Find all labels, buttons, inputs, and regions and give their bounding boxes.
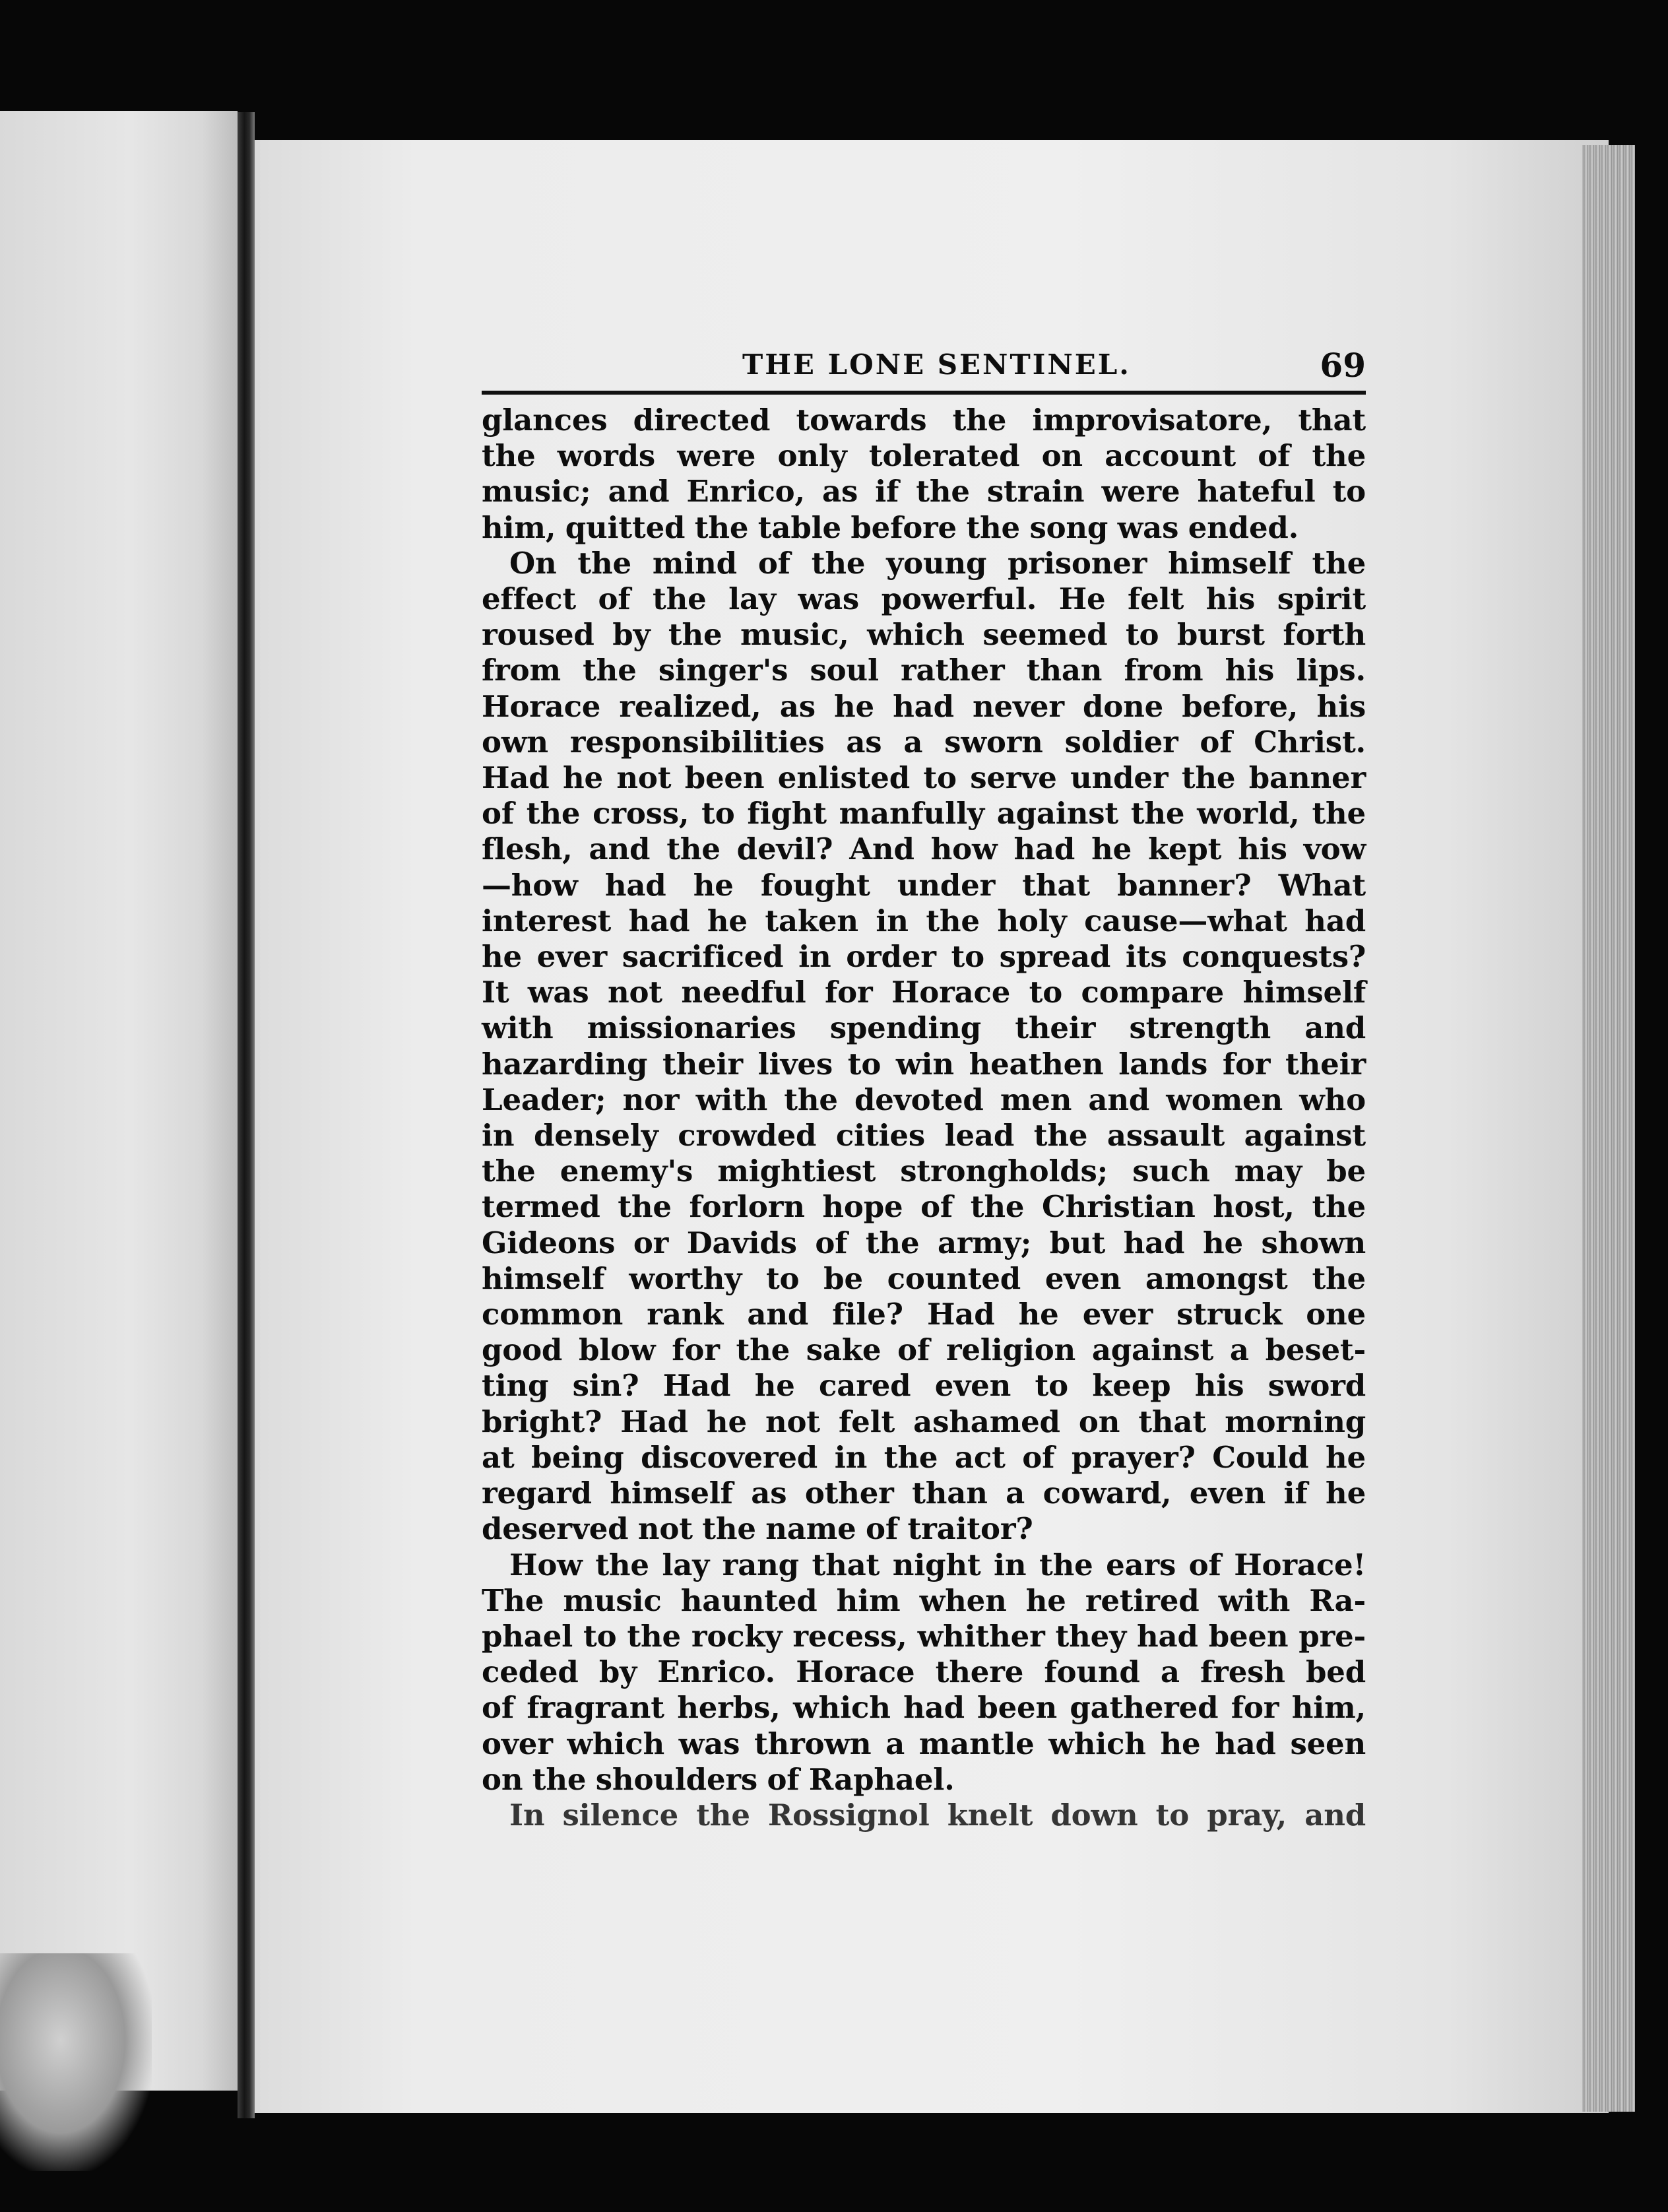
text-line: The music haunted him when he retired with Ra- <box>482 1582 1366 1618</box>
text-line: good blow for the sake of religion against a beset- <box>482 1332 1366 1368</box>
running-head <box>482 343 1366 391</box>
text-line: from the singer's soul rather than from his lips. <box>482 653 1366 688</box>
text-line: Horace realized, as he had never done before, his <box>482 688 1366 724</box>
text-line: flesh, and the devil? And how had he kept his vow <box>482 831 1366 867</box>
left-page-frayed-corner <box>0 1953 152 2171</box>
text-line: Gideons or Davids of the army; but had he shown <box>482 1225 1366 1260</box>
text-line: on the shoulders of Raphael. <box>482 1761 955 1797</box>
text-line: at being discovered in the act of prayer? Could he <box>482 1439 1366 1475</box>
book-gutter <box>238 112 255 2118</box>
text-line: in densely crowded cities lead the assault against <box>482 1118 1366 1154</box>
text-line: deserved not the name of traitor? <box>482 1511 1033 1547</box>
text-line: effect of the lay was powerful. He felt his spirit <box>482 581 1366 617</box>
text-line: regard himself as other than a coward, even if he <box>482 1476 1366 1511</box>
page-content <box>482 343 1366 1833</box>
running-title: THE LONE SENTINEL. <box>742 348 1131 381</box>
text-line: roused by the music, which seemed to burst forth <box>482 617 1366 653</box>
text-line: the words were only tolerated on account of the <box>482 438 1366 474</box>
text-line: interest had he taken in the holy cause—what had <box>482 903 1366 938</box>
text-line: of the cross, to fight manfully against the world, the <box>482 796 1366 831</box>
text-line: Leader; nor with the devoted men and women who <box>482 1082 1366 1117</box>
text-line: In silence the Rossignol knelt down to pray, and <box>509 1797 1366 1833</box>
text-line: with missionaries spending their strength and <box>482 1010 1366 1046</box>
text-line: It was not needful for Horace to compare himself <box>482 975 1366 1010</box>
left-page <box>0 111 238 2091</box>
text-line: he ever sacrificed in order to spread its conquests? <box>482 939 1366 975</box>
page-fore-edge <box>1582 145 1635 2112</box>
text-line: glances directed towards the improvisatore, that <box>482 403 1366 438</box>
text-line: of fragrant herbs, which had been gathered for him, <box>482 1690 1366 1726</box>
header-rule <box>482 391 1366 395</box>
text-line: —how had he fought under that banner? What <box>482 867 1366 903</box>
text-line: Had he not been enlisted to serve under the banner <box>482 760 1366 796</box>
page-number: 69 <box>1320 346 1366 385</box>
text-line: On the mind of the young prisoner himself the <box>509 545 1366 581</box>
text-line: ceded by Enrico. Horace there found a fresh bed <box>482 1654 1366 1690</box>
text-line: over which was thrown a mantle which he had seen <box>482 1726 1366 1761</box>
text-line: music; and Enrico, as if the strain were hateful to <box>482 474 1366 509</box>
text-line: phael to the rocky recess, whither they had been pre- <box>482 1618 1366 1654</box>
text-line: hazarding their lives to win heathen lands for their <box>482 1046 1366 1082</box>
body-text <box>482 403 1366 1833</box>
text-line: common rank and file? Had he ever struck one <box>482 1297 1366 1332</box>
text-line: termed the forlorn hope of the Christian host, the <box>482 1189 1366 1225</box>
text-line: ting sin? Had he cared even to keep his sword <box>482 1368 1366 1404</box>
text-line: him, quitted the table before the song was ended. <box>482 509 1299 545</box>
text-line: himself worthy to be counted even amongst the <box>482 1260 1366 1296</box>
text-line: the enemy's mightiest strongholds; such may be <box>482 1154 1366 1189</box>
text-line: own responsibilities as a sworn soldier of Christ. <box>482 724 1366 760</box>
text-line: How the lay rang that night in the ears of Horace! <box>509 1547 1366 1582</box>
text-line: bright? Had he not felt ashamed on that morning <box>482 1404 1366 1439</box>
